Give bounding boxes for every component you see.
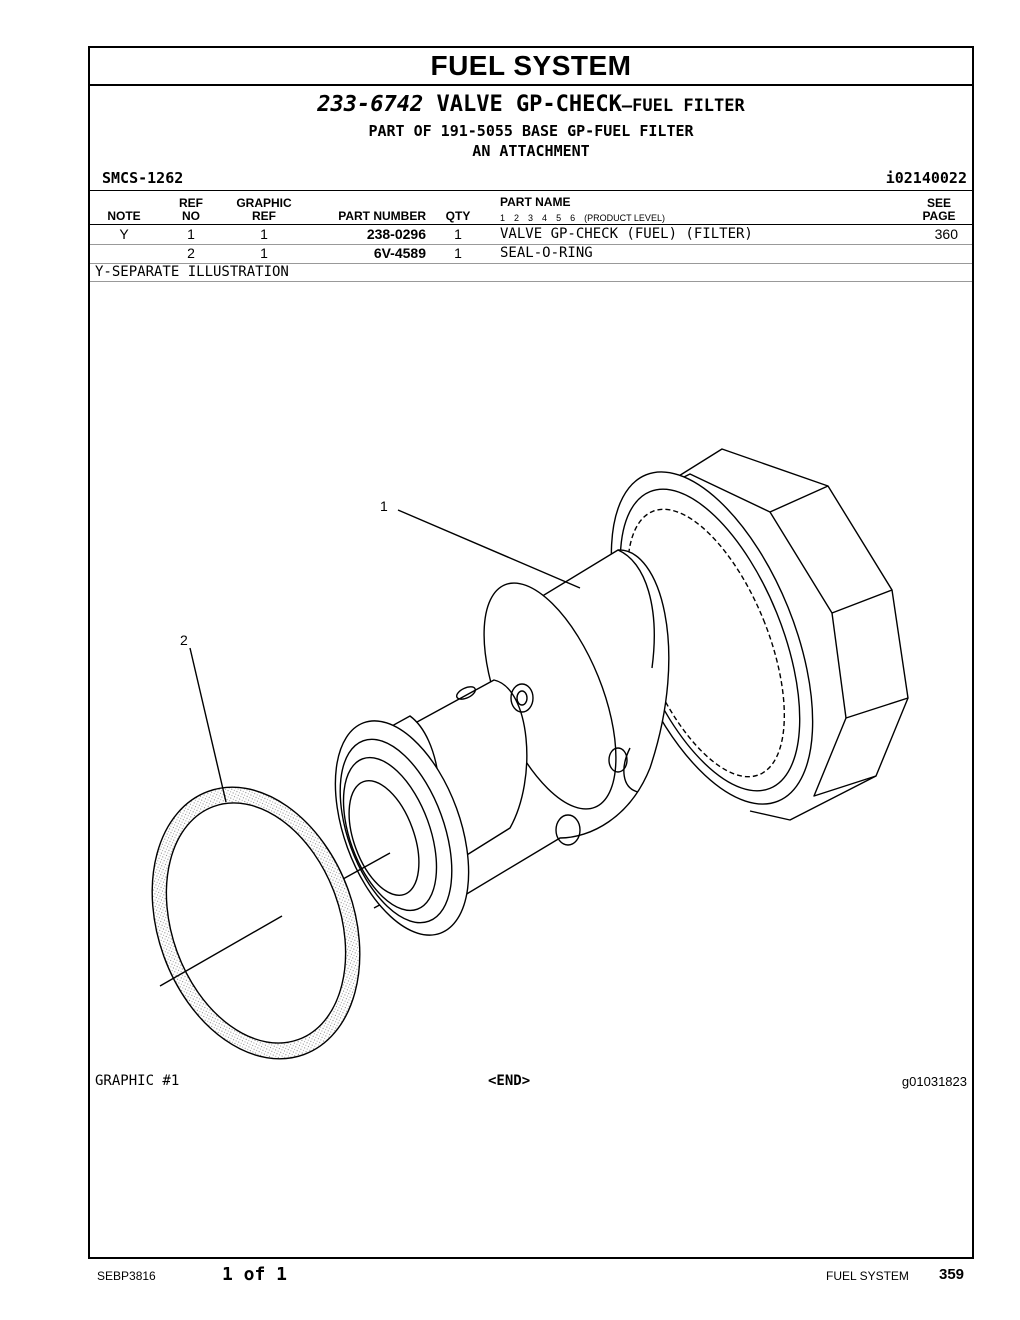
header-graphic-top: GRAPHIC	[236, 196, 292, 210]
header-qty: QTY	[445, 209, 471, 223]
footer-doc-number: SEBP3816	[97, 1269, 156, 1283]
row-ref: 1	[187, 226, 195, 242]
row-part-name: SEAL-O-RING	[500, 245, 593, 261]
attachment-line: AN ATTACHMENT	[472, 142, 590, 160]
header-note: NOTE	[107, 209, 141, 223]
row-qty: 1	[454, 245, 462, 261]
graphic-label: GRAPHIC #1	[95, 1073, 180, 1089]
row-part-number[interactable]: 6V-4589	[373, 245, 426, 261]
callout-1: 1	[380, 498, 388, 514]
row-note: Y	[119, 226, 129, 242]
group-suffix: FUEL FILTER	[632, 96, 745, 116]
graphic-ref: g01031823	[901, 1074, 967, 1089]
page-frame	[88, 46, 974, 1259]
footer-section: FUEL SYSTEM	[826, 1269, 909, 1283]
row-graphic: 1	[260, 226, 268, 242]
row-see-page[interactable]: 360	[934, 226, 958, 242]
level-3: 3	[528, 213, 534, 223]
level-5: 5	[556, 213, 562, 223]
level-4: 4	[542, 213, 548, 223]
row-graphic: 1	[260, 245, 268, 261]
callout-2: 2	[180, 632, 188, 648]
header-part-name: PART NAME	[500, 195, 571, 209]
table-footnote: Y-SEPARATE ILLUSTRATION	[95, 264, 289, 280]
level-product: (PRODUCT LEVEL)	[584, 213, 665, 223]
end-marker: <END>	[488, 1073, 531, 1089]
info-ref: i02140022	[885, 169, 967, 187]
level-2: 2	[514, 213, 520, 223]
row-ref: 2	[187, 245, 195, 261]
level-6: 6	[570, 213, 576, 223]
group-part-number: 233-6742	[317, 92, 424, 117]
row-qty: 1	[454, 226, 462, 242]
footer-page-count: 1 of 1	[222, 1264, 288, 1285]
valve-body-drawing	[116, 444, 908, 1088]
smcs-code: SMCS-1262	[102, 169, 184, 187]
part-of-line: PART OF 191-5055 BASE GP-FUEL FILTER	[368, 122, 694, 140]
header-part-number: PART NUMBER	[338, 209, 426, 223]
header-see-top: SEE	[926, 196, 951, 210]
group-name: VALVE GP-CHECK	[436, 92, 622, 117]
level-1: 1	[500, 213, 506, 223]
header-graphic-bottom: REF	[252, 209, 276, 223]
row-part-number[interactable]: 238-0296	[366, 226, 426, 242]
section-title: FUEL SYSTEM	[430, 50, 632, 81]
group-dash: –	[621, 96, 633, 116]
header-ref-bottom: NO	[182, 209, 200, 223]
row-part-name: VALVE GP-CHECK (FUEL) (FILTER)	[500, 226, 753, 242]
header-see-bottom: PAGE	[922, 209, 956, 223]
check-valve-illustration	[90, 48, 972, 1257]
header-ref-top: REF	[179, 196, 203, 210]
footer-page-number: 359	[939, 1266, 965, 1283]
